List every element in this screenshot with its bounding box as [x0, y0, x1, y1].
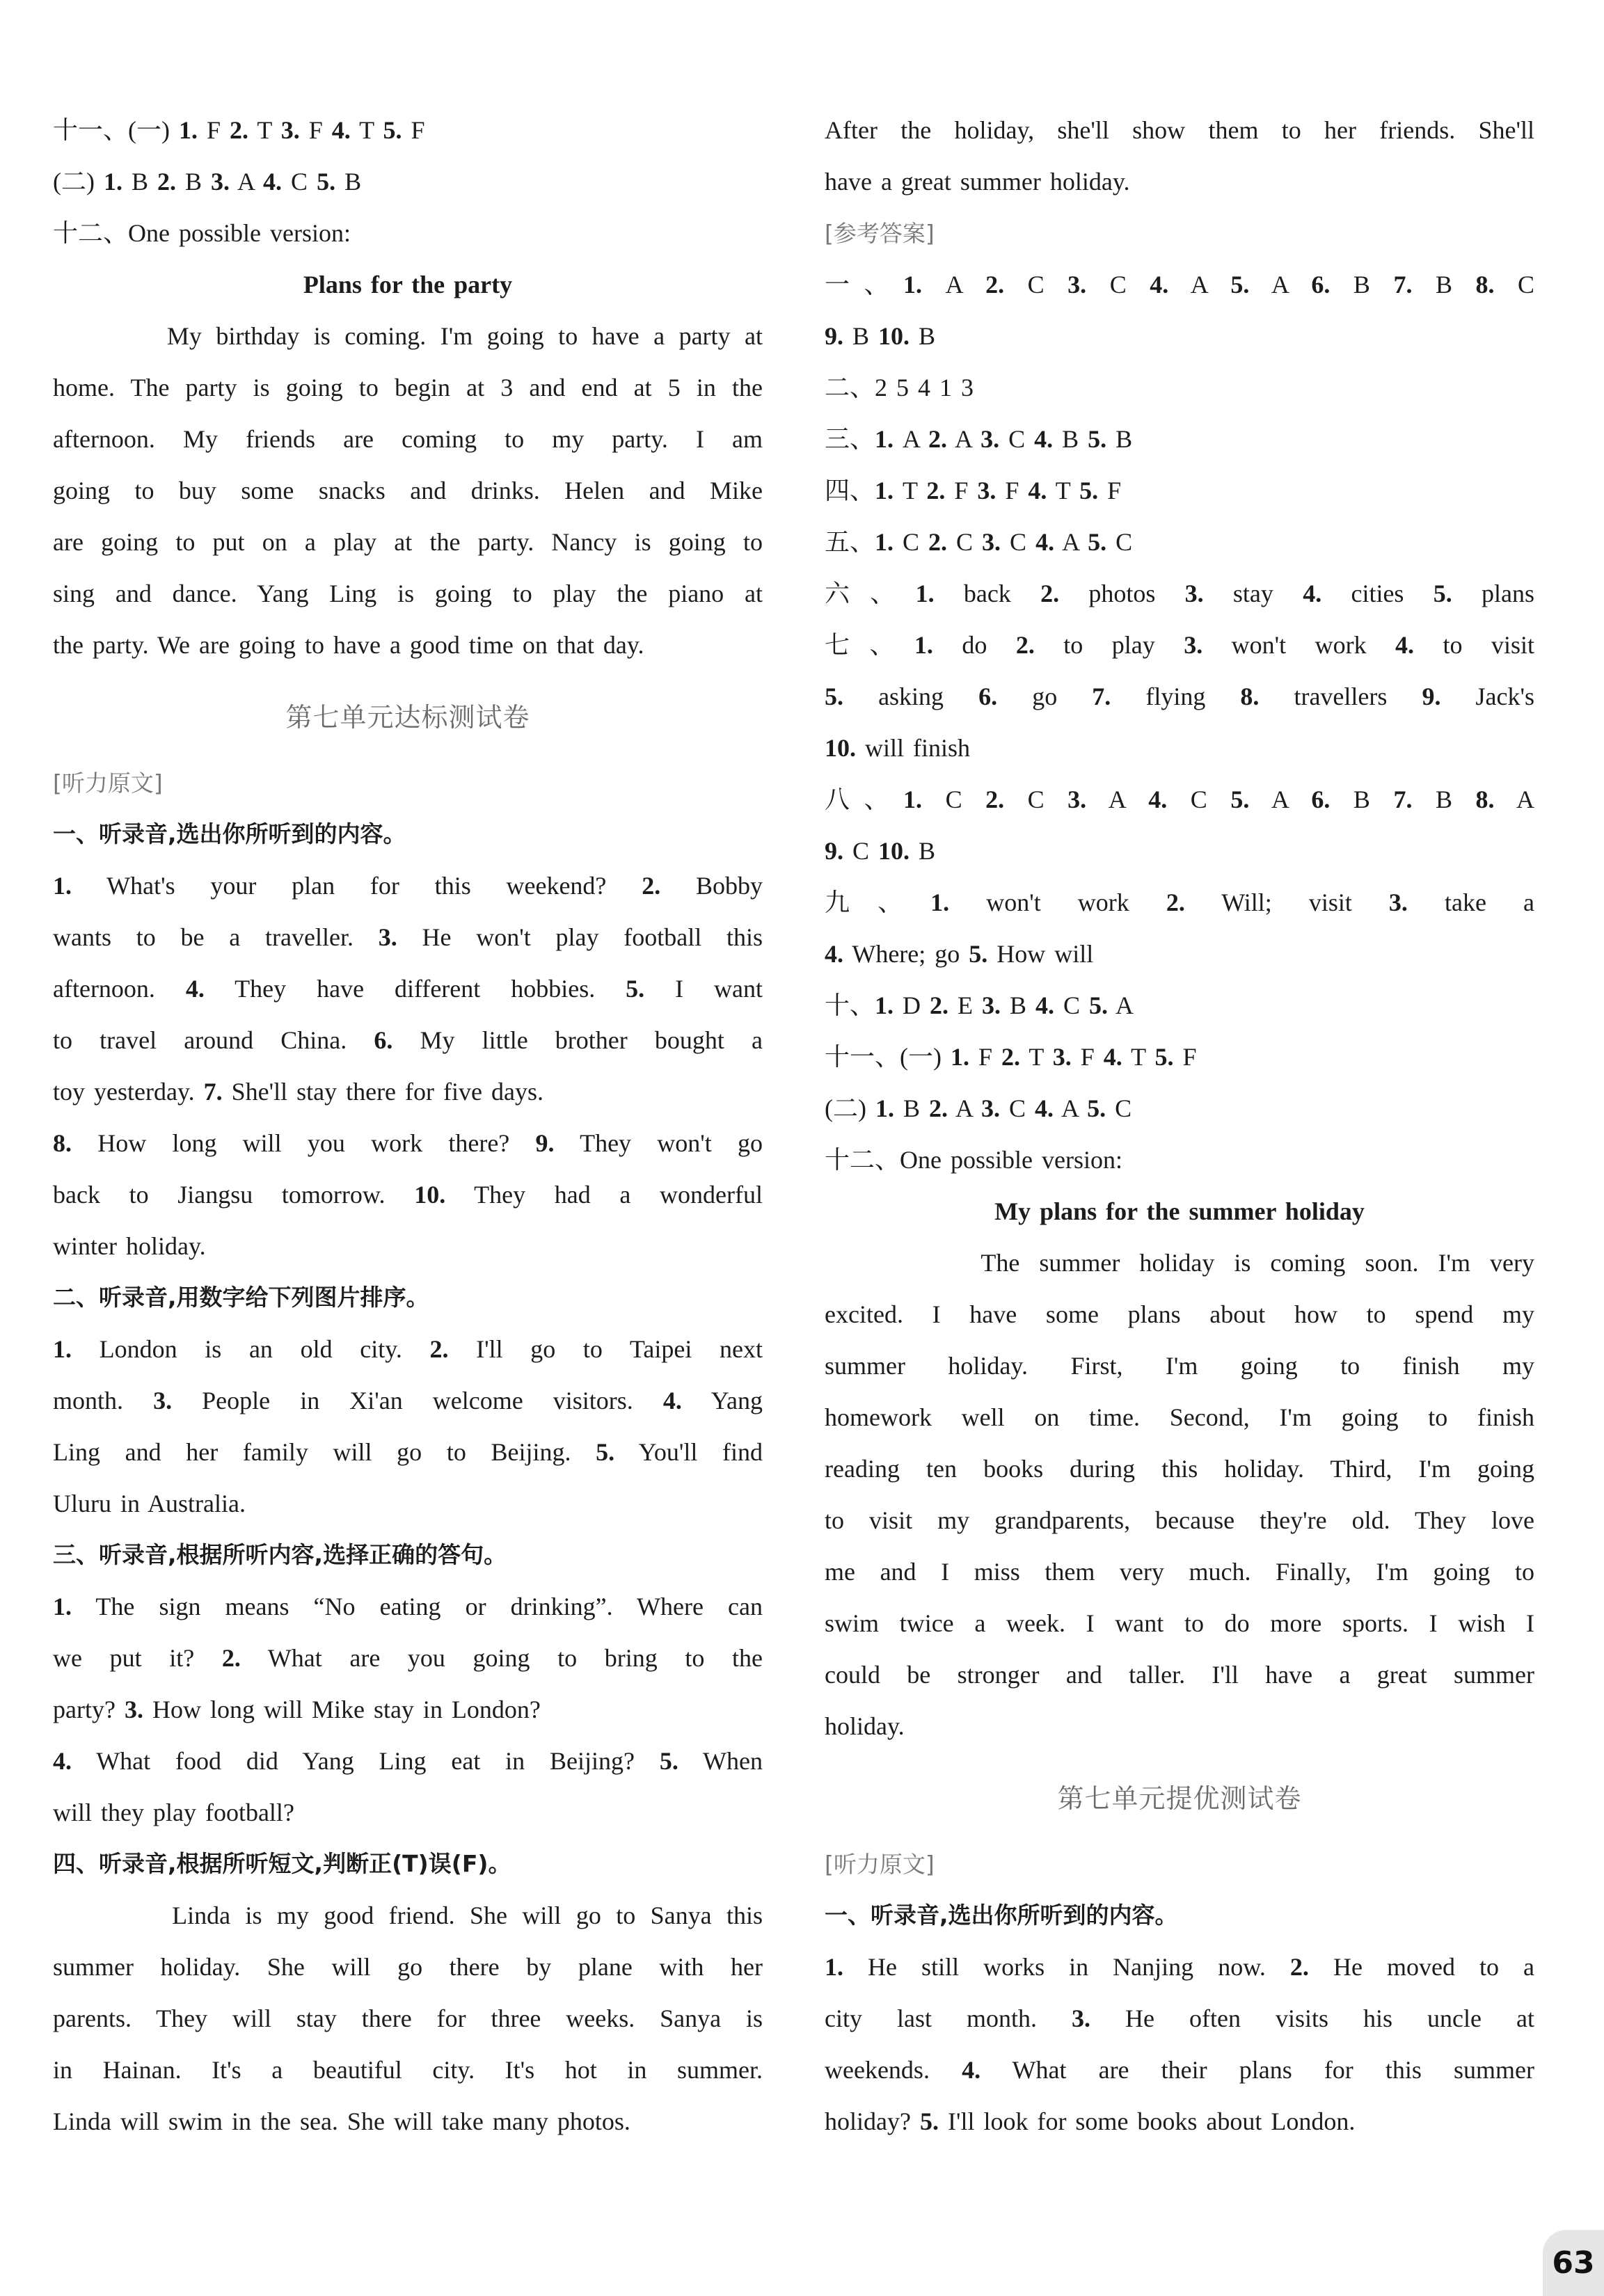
question-heading: 一、听录音,选出你所听到的内容。: [825, 1902, 1178, 1929]
text-line: Linda will swim in the sea. She will take many photos.: [53, 2107, 630, 2135]
text-line: 十二、One possible version:: [53, 219, 351, 247]
text-line: are going to put on a play at the party. Nancy is going to: [53, 528, 763, 556]
text-line: 4. What food did Yang Ling eat in Beijing? 5. When: [53, 1747, 763, 1775]
text-line: 七、1. do 2. to play 3. won't work 4. to visit: [825, 631, 1534, 659]
text-line: have a great summer holiday.: [825, 168, 1130, 196]
text-line: holiday.: [825, 1712, 905, 1740]
section-heading: 第七单元达标测试卷: [285, 702, 530, 733]
text-line: 一、1. A 2. C 3. C 4. A 5. A 6. B 7. B 8. C: [825, 271, 1535, 298]
text-line: back to Jiangsu tomorrow. 10. They had a wonderful: [53, 1181, 763, 1209]
text-line: in Hainan. It's a beautiful city. It's hot in summer.: [53, 2056, 763, 2084]
text-line: 1. He still works in Nanjing now. 2. He moved to a: [825, 1953, 1534, 1981]
text-line: month. 3. People in Xi'an welcome visitors. 4. Yang: [53, 1387, 763, 1414]
text-line: excited. I have some plans about how to spend my: [825, 1300, 1534, 1328]
essay-title: Plans for the party: [303, 271, 513, 298]
question-heading: 四、听录音,根据所听短文,判断正(T)误(F)。: [53, 1850, 511, 1877]
text-line: The summer holiday is coming soon. I'm very: [825, 1249, 1534, 1277]
text-line: Linda is my good friend. She will go to Sanya this: [53, 1902, 763, 1929]
text-line: could be stronger and taller. I'll have a great summer: [825, 1661, 1534, 1689]
text-line: 三、1. A 2. A 3. C 4. B 5. B: [825, 425, 1133, 453]
text-line: summer holiday. First, I'm going to finish my: [825, 1352, 1534, 1380]
text-line: 8. How long will you work there? 9. They won't go: [53, 1129, 763, 1157]
text-line: 二、2 5 4 1 3: [825, 374, 974, 401]
text-line: holiday? 5. I'll look for some books about London.: [825, 2107, 1356, 2135]
essay-title: My plans for the summer holiday: [994, 1197, 1365, 1225]
text-line: Ling and her family will go to Beijing. 5. You'll find: [53, 1438, 763, 1466]
text-line: 1. What's your plan for this weekend? 2. Bobby: [53, 872, 763, 900]
text-line: My birthday is coming. I'm going to have a party at: [53, 322, 763, 350]
text-line: city last month. 3. He often visits his uncle at: [825, 2004, 1534, 2032]
text-line: 1. London is an old city. 2. I'll go to Taipei next: [53, 1335, 763, 1363]
text-line: toy yesterday. 7. She'll stay there for five days.: [53, 1078, 543, 1106]
text-line: home. The party is going to begin at 3 and end at 5 in the: [53, 374, 763, 401]
text-line: sing and dance. Yang Ling is going to play the piano at: [53, 580, 763, 607]
text-line: going to buy some snacks and drinks. Helen and Mike: [53, 477, 763, 504]
text-line: 4. Where; go 5. How will: [825, 940, 1094, 968]
question-heading: 二、听录音,用数字给下列图片排序。: [53, 1284, 429, 1311]
text-line: 八、1. C 2. C 3. A 4. C 5. A 6. B 7. B 8. A: [825, 786, 1535, 813]
text-line: 十二、One possible version:: [825, 1146, 1122, 1174]
page-number: 63: [1543, 2230, 1604, 2296]
text-line: 1. The sign means “No eating or drinking”. Where can: [53, 1593, 763, 1620]
text-line: me and I miss them very much. Finally, I'm going to: [825, 1558, 1534, 1586]
text-line: summer holiday. She will go there by plane with her: [53, 1953, 763, 1981]
text-line: wants to be a traveller. 3. He won't play football this: [53, 923, 763, 951]
text-line: to travel around China. 6. My little brother bought a: [53, 1026, 763, 1054]
text-line: 九、1. won't work 2. Will; visit 3. take a: [825, 888, 1534, 916]
question-heading: 一、听录音,选出你所听到的内容。: [53, 820, 406, 847]
section-heading: 第七单元提优测试卷: [1057, 1783, 1302, 1814]
text-line: (二) 1. B 2. B 3. A 4. C 5. B: [53, 168, 362, 196]
text-line: will they play football?: [53, 1799, 294, 1826]
text-line: weekends. 4. What are their plans for this summer: [825, 2056, 1534, 2084]
text-line: 五、1. C 2. C 3. C 4. A 5. C: [825, 528, 1133, 556]
question-heading: 三、听录音,根据所听内容,选择正确的答句。: [53, 1541, 507, 1568]
text-line: 十、1. D 2. E 3. B 4. C 5. A: [825, 991, 1134, 1019]
text-line: homework well on time. Second, I'm going to finish: [825, 1403, 1534, 1431]
text-line: 5. asking 6. go 7. flying 8. travellers 9. Jack's: [825, 683, 1534, 710]
text-line: After the holiday, she'll show them to her friends. She'll: [825, 116, 1534, 144]
text-line: 十一、(一) 1. F 2. T 3. F 4. T 5. F: [825, 1043, 1197, 1071]
text-line: Uluru in Australia.: [53, 1490, 246, 1517]
text-line: winter holiday.: [53, 1232, 206, 1260]
text-line: party? 3. How long will Mike stay in London?: [53, 1696, 541, 1723]
text-line: the party. We are going to have a good time on that day.: [53, 631, 644, 659]
label-tag: [听力原文]: [825, 1851, 935, 1878]
text-line: 四、1. T 2. F 3. F 4. T 5. F: [825, 477, 1122, 504]
text-line: afternoon. 4. They have different hobbies. 5. I want: [53, 975, 763, 1003]
text-line: 10. will finish: [825, 734, 971, 762]
text-line: 六、1. back 2. photos 3. stay 4. cities 5. plans: [825, 580, 1534, 607]
text-line: (二) 1. B 2. A 3. C 4. A 5. C: [825, 1094, 1132, 1122]
label-tag: [参考答案]: [825, 220, 935, 247]
text-line: parents. They will stay there for three weeks. Sanya is: [53, 2004, 763, 2032]
text-line: 9. C 10. B: [825, 837, 936, 865]
text-line: afternoon. My friends are coming to my party. I am: [53, 425, 763, 453]
text-line: 9. B 10. B: [825, 322, 936, 350]
text-line: to visit my grandparents, because they're old. They love: [825, 1506, 1534, 1534]
text-line: swim twice a week. I want to do more sports. I wish I: [825, 1609, 1534, 1637]
text-line: we put it? 2. What are you going to bring to the: [53, 1644, 763, 1672]
text-line: 十一、(一) 1. F 2. T 3. F 4. T 5. F: [53, 116, 425, 144]
label-tag: [听力原文]: [53, 770, 163, 797]
text-line: reading ten books during this holiday. Third, I'm going: [825, 1455, 1534, 1483]
